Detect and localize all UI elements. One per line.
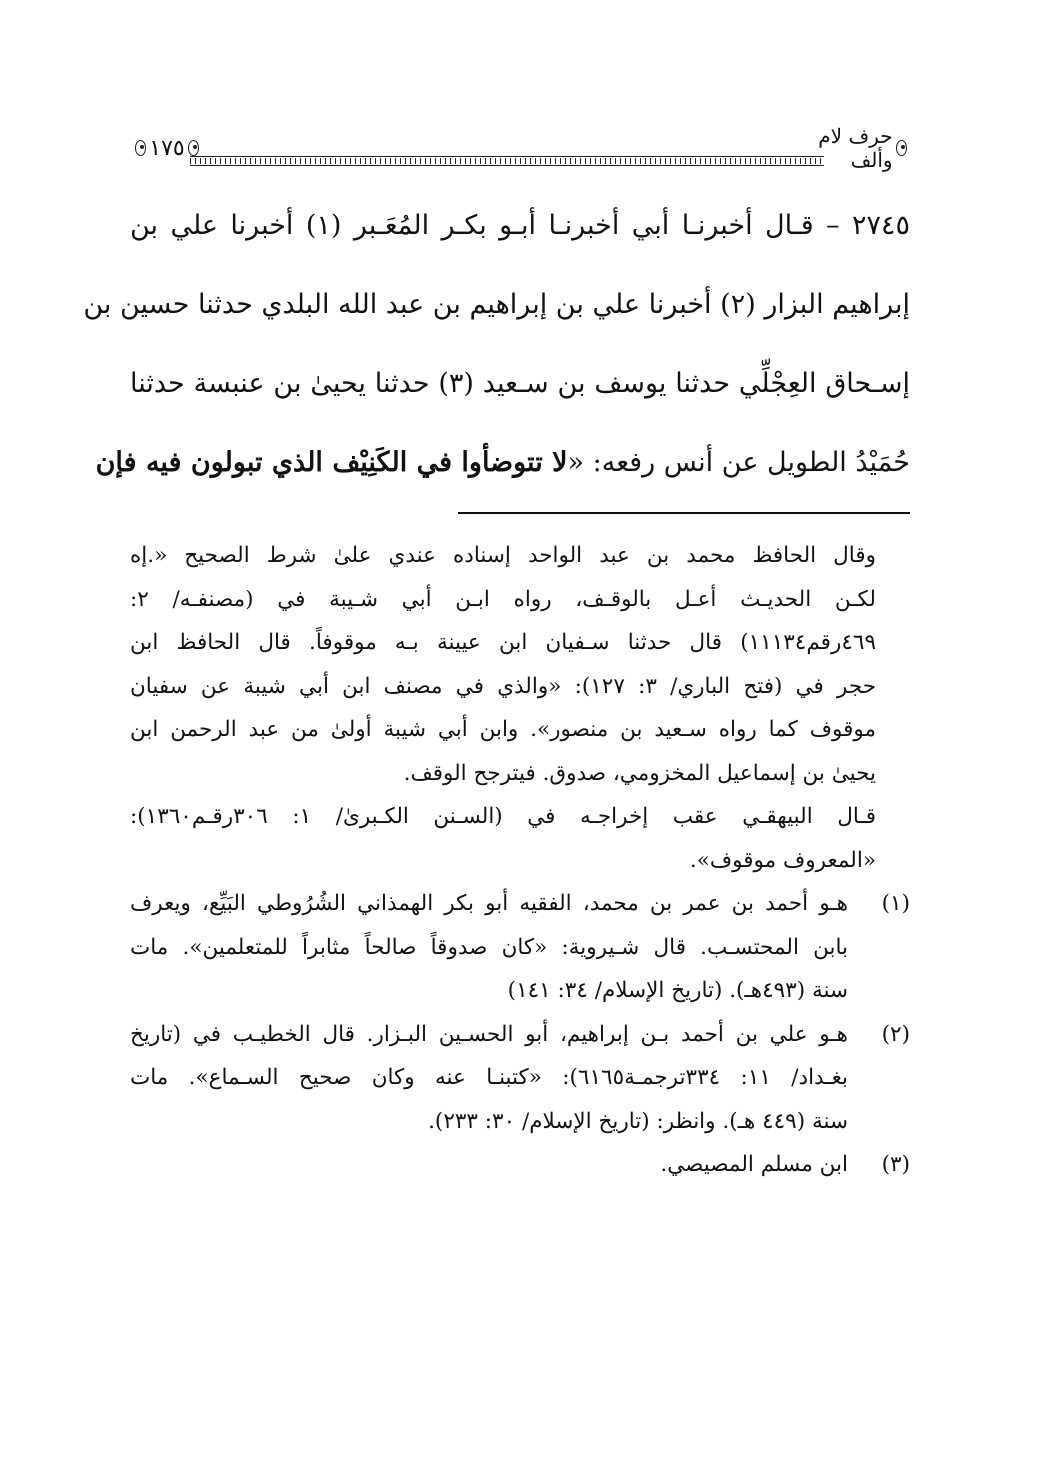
footnote-2 — [130, 1013, 910, 1144]
chapter-title — [810, 124, 910, 172]
note-line: هـو علي بن أحمد بـن إبراهيم، أبو الحسـين البـزار. قال الخطيـب في (تاريخ — [130, 1021, 848, 1047]
page-number-text: ١٧٥ — [149, 135, 185, 161]
note-line: لكـن الحديـث أعـل بالوقـف، رواه ابـن أبي شـيبة في (مصنفـه/ ٢: — [130, 586, 876, 612]
footnote-number: (١) — [881, 891, 910, 916]
running-header — [132, 124, 910, 172]
note-line: ابن مسلم المصيصي. — [660, 1152, 848, 1177]
note-line: بغـداد/ ١١: ٣٣٤ترجمـة٦١٦٥): «كتبنـا عنه وكان صحيح السـماع». مات — [130, 1065, 848, 1090]
hadith-quote: لا تتوضأوا في الكَنِيْف الذي تبولون فيه فإن — [95, 447, 568, 478]
note-line: ٤٦٩رقم١١١٣٤) قال حدثنا سـفيان ابن عيينة بـه موقوفاً. قال الحافظ ابن — [130, 630, 876, 655]
ornament-icon — [896, 140, 907, 156]
note-line: قـال البيهقـي عقب إخراجـه في (السـنن الكـبرىٰ/ ١: ٣٠٦رقـم١٣٦٠): — [130, 804, 877, 829]
note-line: «المعروف موقوف». — [689, 847, 876, 873]
note-line: سنة (٤٤٩ هـ). وانظر: (تاريخ الإسلام/ ٣٠: ٢٣٣). — [428, 1108, 848, 1134]
footnote-body — [130, 1013, 848, 1144]
note-line: بابن المحتسـب. قال شـيروية: «كان صدوقاً صالحاً مثابراً للمتعلمين». مات — [130, 934, 848, 960]
main-text-line: إبراهيم البزار (٢) أخبرنا علي بن إبراهيم بن عبد الله البلدي حدثنا حسين بن — [83, 289, 910, 320]
chapter-title-text: حرف لام وألف — [818, 124, 893, 172]
footnote-body — [130, 1143, 848, 1187]
main-text-line-start: حُمَيْدُ الطويل عن أنس رفعه: « — [567, 447, 910, 478]
header-rule — [190, 156, 824, 166]
footnote-body — [130, 882, 848, 1013]
main-text — [83, 186, 910, 502]
ornament-icon — [135, 140, 146, 156]
note-line: حجر في (فتح الباري/ ٣: ١٢٧): «والذي في مصنف ابن أبي شيبة عن سفيان — [130, 673, 877, 699]
note-line: يحيىٰ بن إسماعيل المخزومي، صدوق. فيترجح الوقف. — [403, 760, 876, 786]
footnote-number: (٣) — [881, 1152, 910, 1177]
note-line: موقوف كما رواه سـعيد بن منصور». وابن أبي شيبة أولىٰ من عبد الرحمن ابن — [130, 717, 876, 742]
main-text-line: ٢٧٤٥ – قـال أخبرنـا أبي أخبرنـا أبـو بكـر المُعَـبر (١) أخبرنا علي بن — [130, 210, 910, 241]
footnote-3 — [130, 1143, 910, 1187]
ornament-icon — [188, 140, 199, 156]
note-line: هـو أحمد بن عمر بن محمد، الفقيه أبو بكر الهمذاني الشُرُوطي البَيِّع، ويعرف — [130, 891, 848, 916]
main-text-line: إسـحاق العِجْلِّي حدثنا يوسف بن سـعيد (٣) حدثنا يحيىٰ بن عنبسة حدثنا — [130, 368, 910, 399]
footnote-number: (٢) — [881, 1021, 910, 1047]
note-line: سنة (٤٩٣هـ). (تاريخ الإسلام/ ٣٤: ١٤١) — [507, 978, 848, 1003]
footnote-1 — [130, 882, 910, 1013]
footnote-divider — [458, 512, 910, 514]
note-line: وقال الحافظ محمد بن عبد الواحد إسناده عندي علىٰ شرط الصحيح «.إه — [130, 543, 876, 568]
footnotes — [130, 534, 910, 1187]
main-text-line — [95, 423, 910, 502]
footnote-continuation — [130, 534, 910, 882]
